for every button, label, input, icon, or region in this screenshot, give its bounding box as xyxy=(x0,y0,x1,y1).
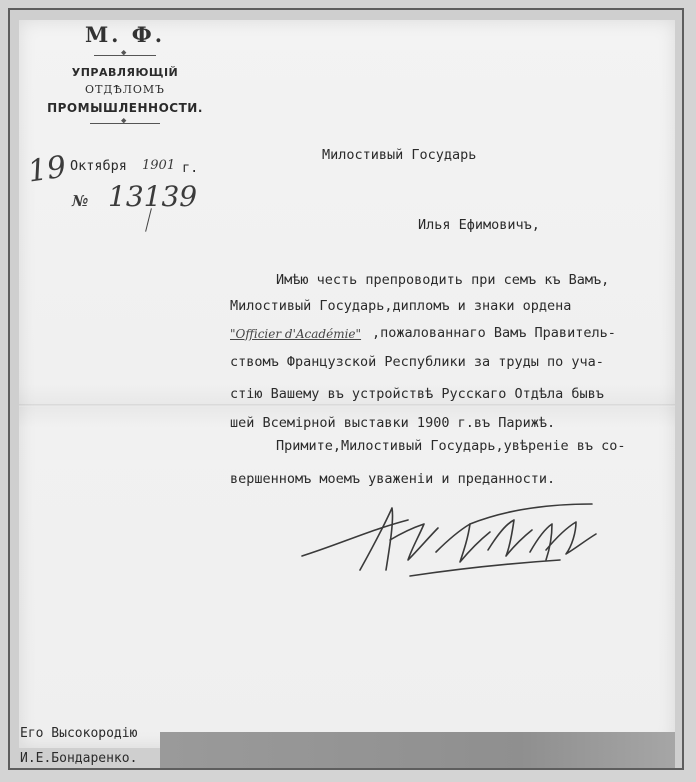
document-number: 13139 xyxy=(108,180,198,213)
body-line-4: ствомъ Французской Республики за труды по уча- xyxy=(230,354,604,370)
salutation-line2: Илья Ефимовичъ, xyxy=(418,217,540,233)
letterhead-mf: М. Ф. xyxy=(84,22,166,47)
paper-fold xyxy=(19,404,675,407)
body-line-8: вершенномъ моемъ уваженiи и преданности. xyxy=(230,471,556,487)
letterhead-divider xyxy=(94,55,156,56)
date-year: 1901 xyxy=(142,158,176,173)
number-sign: № xyxy=(72,192,89,210)
addressee-line1: Его Высокородiю xyxy=(20,726,138,741)
letterhead xyxy=(40,22,210,124)
body-order-title: "Officier d'Académie" xyxy=(230,327,362,341)
date-day: 19 xyxy=(25,149,69,190)
letter-paper xyxy=(19,20,675,748)
letterhead-divider-2 xyxy=(90,123,160,124)
body-line-3: ,пожалованнаго Вамъ Правитель- xyxy=(372,325,616,341)
date-suffix: г. xyxy=(182,160,199,176)
paper-cut-shadow xyxy=(160,732,675,768)
signature xyxy=(300,490,600,586)
body-line-2: Милостивый Государь,дипломъ и знаки ордена xyxy=(230,298,572,314)
letterhead-line1: УПРАВЛЯЮЩIЙ xyxy=(71,66,179,79)
body-line-6: шей Всемiрной выставки 1900 г.въ Парижѣ. xyxy=(230,415,556,431)
body-line-1: Имѣю честь препроводить при семъ къ Вамъ, xyxy=(276,272,610,288)
body-line-7: Примите,Милостивый Государь,увѣренiе въ со- xyxy=(276,438,626,454)
addressee-line2: И.Е.Бондаренко. xyxy=(20,751,138,766)
date-month: Октября xyxy=(70,158,127,174)
body-line-5: стiю Вашему въ устройствѣ Русскаго Отдѣла бывъ xyxy=(230,386,604,402)
salutation-line1: Милостивый Государь xyxy=(322,147,477,163)
letterhead-line2: ОТДѢЛОМЪ xyxy=(85,83,165,96)
letterhead-line3: ПРОМЫШЛЕННОСТИ. xyxy=(47,101,203,115)
